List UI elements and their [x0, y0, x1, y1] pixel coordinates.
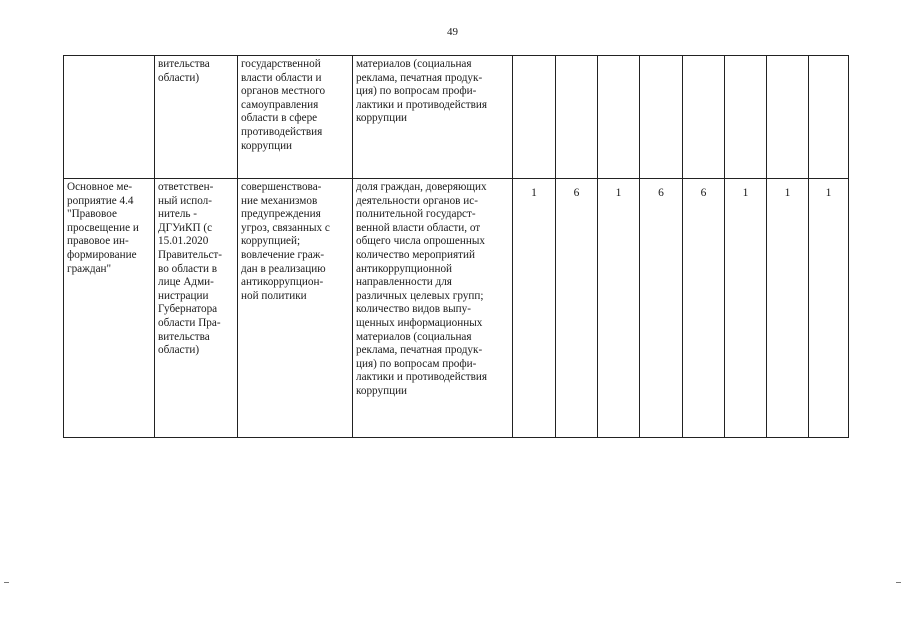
page-number: 49	[447, 26, 458, 38]
margin-mark-right	[896, 582, 901, 583]
expected-result-cell: государственной власти области и органов местного самоуправления области в сфере противодействия коррупции	[238, 56, 353, 179]
value-cell	[809, 56, 849, 179]
margin-mark-left	[4, 582, 9, 583]
value-cell	[683, 56, 725, 179]
table-row	[64, 56, 849, 179]
value-cell: 6	[640, 179, 683, 438]
value-cell: 1	[598, 179, 640, 438]
measure-name-cell: Основное ме- роприятие 4.4 "Правовое просвещение и правовое ин- формирование граждан"	[64, 179, 155, 438]
executor-cell: вительства области)	[155, 56, 238, 179]
value-cell: 1	[767, 179, 809, 438]
value-cell	[513, 56, 556, 179]
value-cell: 6	[683, 179, 725, 438]
executor-cell: ответствен- ный испол- нитель - ДГУиКП (с 15.01.2020 Правительст- во области в лице Адми- нистрации Губернатора области Пра- вительства области)	[155, 179, 238, 438]
table-row	[64, 179, 849, 438]
value-cell	[640, 56, 683, 179]
value-cell	[725, 56, 767, 179]
value-cell	[767, 56, 809, 179]
indicator-cell: материалов (социальная реклама, печатная продук- ция) по вопросам профи- лактики и противодействия коррупции	[353, 56, 513, 179]
measures-table	[63, 55, 849, 438]
value-cell: 1	[513, 179, 556, 438]
value-cell: 1	[809, 179, 849, 438]
expected-result-cell: совершенствова- ние механизмов предупреждения угроз, связанных с коррупцией; вовлечение граж- дан в реализацию антикоррупцион- ной политики	[238, 179, 353, 438]
measure-name-cell	[64, 56, 155, 179]
value-cell	[556, 56, 598, 179]
indicator-cell: доля граждан, доверяющих деятельности органов ис- полнительной государст- венной власти области, от общего числа опрошенных количество мероприятий антикоррупционной направленности для различных целевых групп; количество видов выпу- щенных информационных материалов (социальная реклама, печатная продук- ция) по вопросам профи- лактики и противодействия коррупции	[353, 179, 513, 438]
value-cell: 6	[556, 179, 598, 438]
value-cell	[598, 56, 640, 179]
value-cell: 1	[725, 179, 767, 438]
